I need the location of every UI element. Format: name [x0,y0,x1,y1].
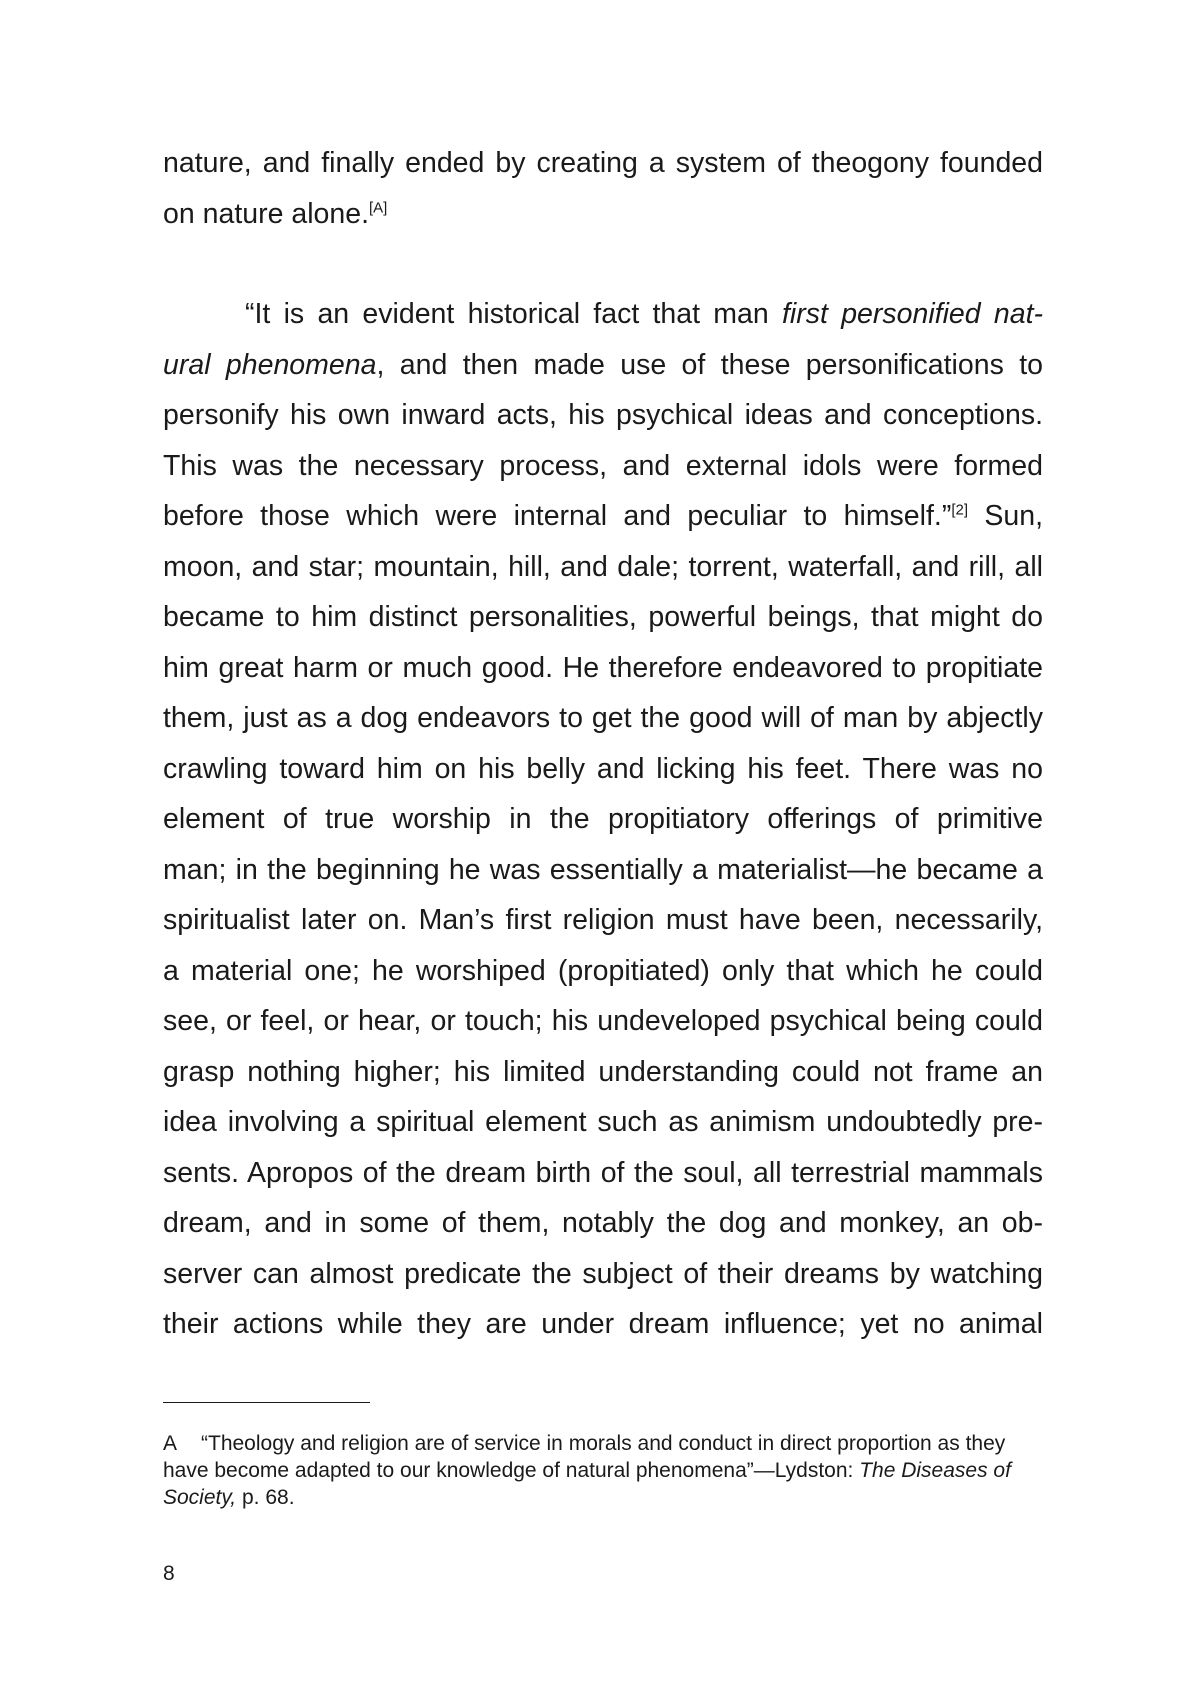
footnote-marker: A [163,1432,178,1455]
text-line: spiritualist later on. Man’s first religion must have been, necessarily, [163,904,1043,936]
page-number: 8 [163,1562,175,1585]
text-line: man; in the beginning he was essentially a materialist—he became a [163,853,1043,886]
text-line: them, just as a dog endeavors to get the good will of man by abjectly [163,702,1043,734]
text-line [163,189,1043,240]
text-line: moon, and star; mountain, hill, and dale; torrent, waterfall, and rill, all [163,550,1043,583]
text-line: server can almost predicate the subject of their dreams by watching [163,1257,1043,1290]
text-line [163,289,1043,340]
text-line: crawling toward him on his belly and licking his feet. There was no [163,752,1043,785]
text-line: dream, and in some of them, notably the dog and monkey, an ob- [163,1207,1043,1239]
footnote-page-ref: p. 68. [236,1486,295,1509]
footnote-divider [163,1402,370,1403]
text-line-content: on nature alone. [163,197,369,230]
text-line: him great harm or much good. He therefore endeavored to propitiate [163,651,1043,684]
text-line [163,491,1043,542]
text-line [163,340,1043,391]
body-text: Sun, [968,500,1043,532]
footnote [163,1430,1043,1511]
book-page [163,0,1043,1703]
emphasis-text: ural phenomena [163,348,377,381]
footnote-reference[interactable]: [2] [951,501,969,519]
text-line: became to him distinct personalities, powerful beings, that might do [163,601,1043,633]
footnote-text: “Theology and religion are of service in morals and conduct in direct proportion as they have become adapted to our knowledge of natural phenomena”—Lydston: [163,1432,1006,1482]
quote-text: “It is an evident historical fact that man [245,298,783,330]
text-line: see, or feel, or hear, or touch; his undeveloped psychical being could [163,1005,1043,1037]
text-line: sents. Apropos of the dream birth of the soul, all terrestrial mammals [163,1156,1043,1189]
text-line: personify his own inward acts, his psychical ideas and conceptions. [163,399,1043,431]
quote-text: before those which were internal and peculiar to himself.” [163,500,952,532]
book-title: The Diseases of Society, [163,1459,1011,1509]
text-line: grasp nothing higher; his limited understanding could not frame an [163,1055,1043,1088]
text-line: their actions while they are under dream influence; yet no animal [163,1308,1043,1340]
paragraph-continued [163,138,1043,239]
text-line: This was the necessary process, and external idols were formed [163,449,1043,482]
emphasis-text: first personified nat- [782,298,1043,330]
text-line: idea involving a spiritual element such as animism undoubtedly pre- [163,1106,1043,1138]
text-line: nature, and finally ended by creating a system of theogony founded [163,147,1043,179]
footnote-reference[interactable]: [A] [369,199,388,216]
quote-text: , and then made use of these personifications to [376,348,1043,381]
paragraph-quote [163,289,1043,1350]
text-line: a material one; he worshiped (propitiated) only that which he could [163,954,1043,987]
text-line: element of true worship in the propitiatory offerings of primitive [163,803,1043,835]
